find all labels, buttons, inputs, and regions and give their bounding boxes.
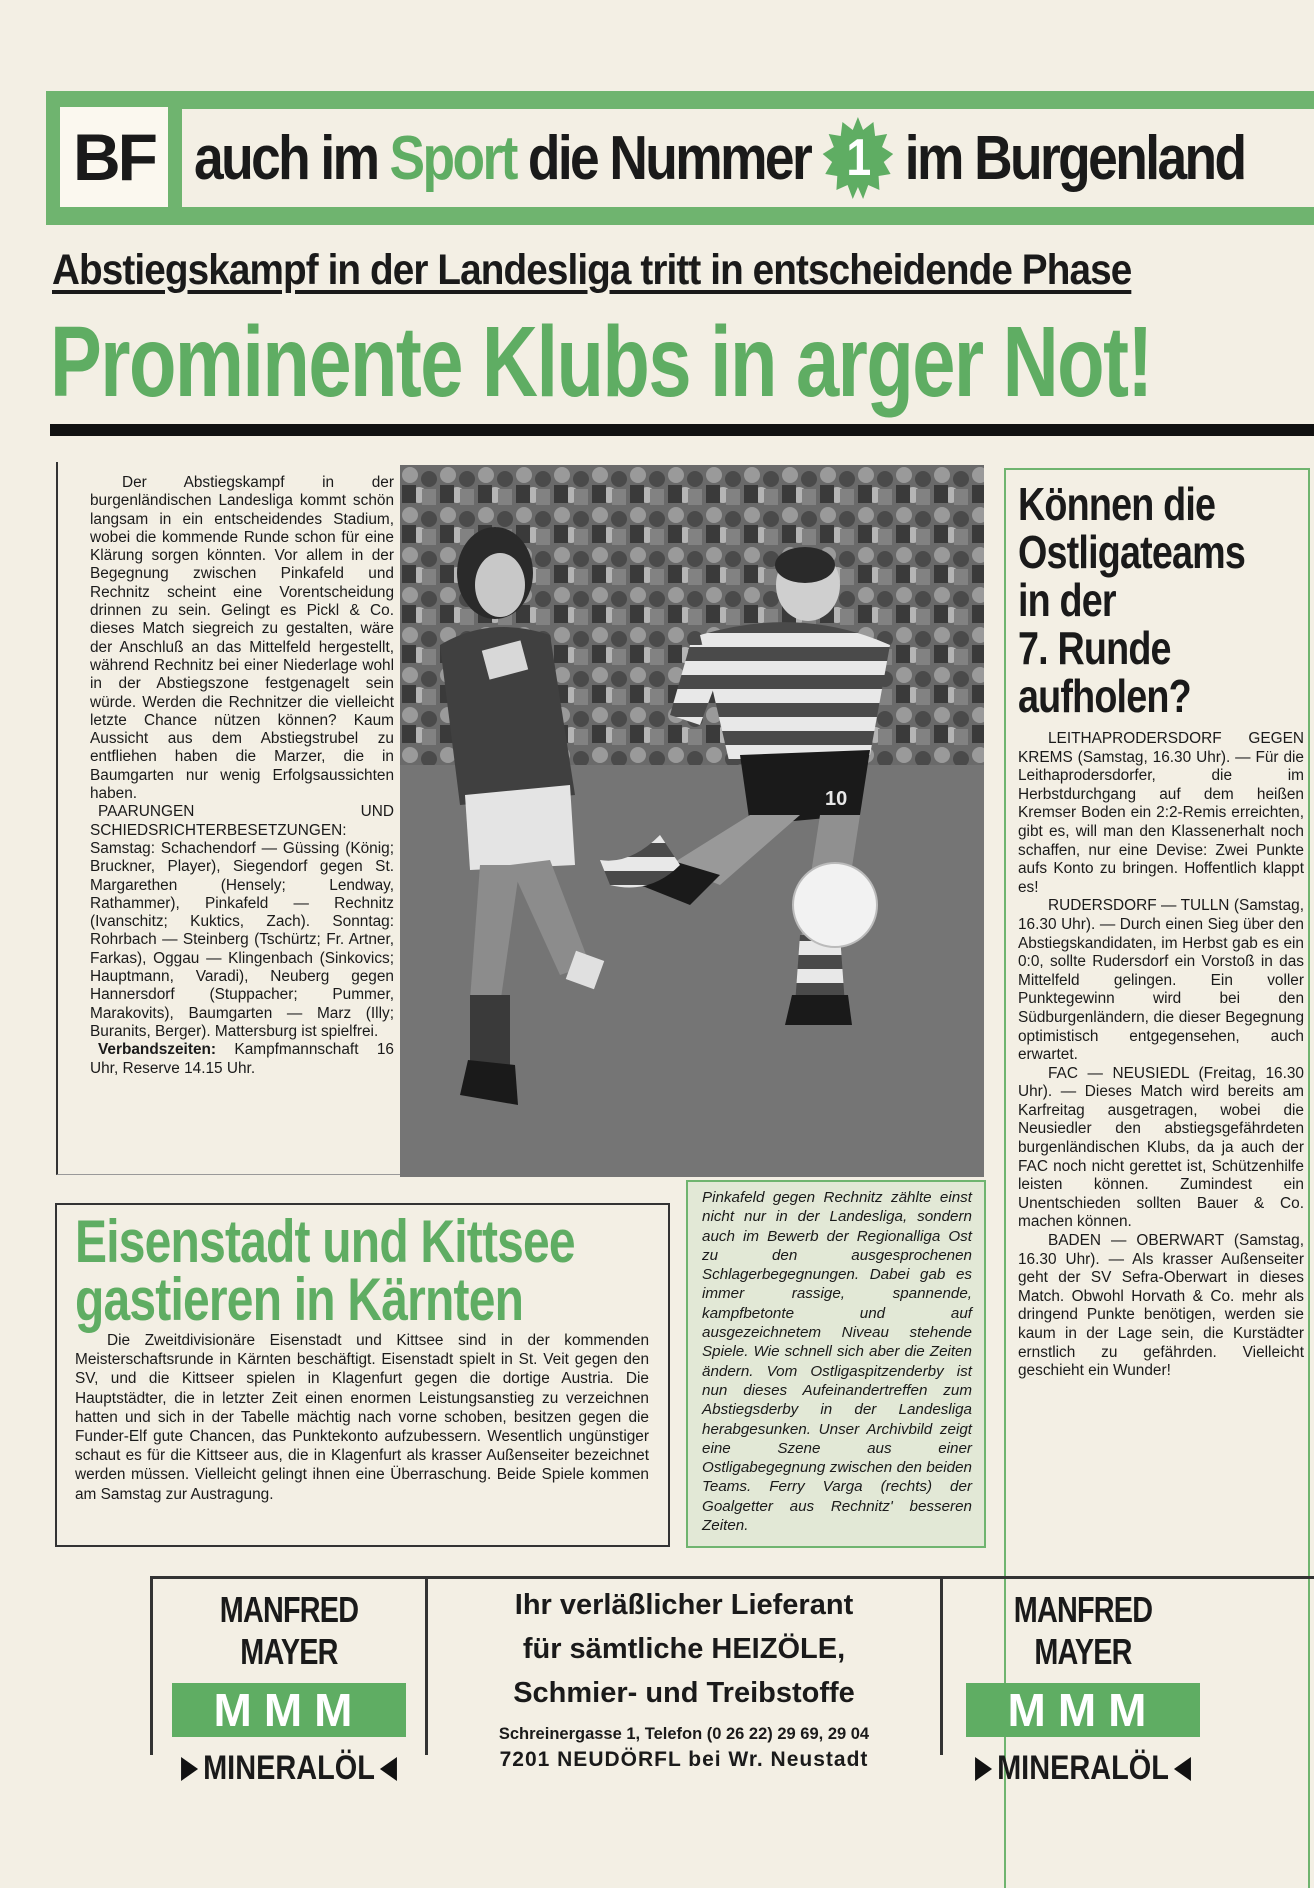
arrow-right-icon — [181, 1757, 198, 1781]
slogan-part-4: im Burgenland — [904, 123, 1245, 193]
mineral-text-left: MINERALÖL — [203, 1749, 375, 1787]
ad-left-logo — [150, 1579, 425, 1787]
times-text: Kampfmannschaft 16 Uhr, Reserve 14.15 Uhr. — [90, 1041, 394, 1077]
eisenstadt-head-line-2: gastieren in Kärnten — [75, 1266, 524, 1333]
arrow-right-icon — [975, 1757, 992, 1781]
mmm-logo-left: MMM — [172, 1683, 406, 1737]
left-article-pairings: PAARUNGEN UND SCHIEDSRICHTERBESETZUNGEN: Samstag: Schachendorf — Güssing (König; Bruckner, Player), Siegendorf gegen St. Margarethen (Hensely; Lendway, Rathammer), Pinkafeld — Rechnitz (Ivanschitz; Kuktics, Zach). Sonntag: Rohrbach — Steinberg (Tschürtz; Fr. Artner, Farkas), Oggau — Klingenbach (Sinkovics; Hauptmann, Varadi), Neuberg gegen Hannersdorf (Stuppacher; Pummer, Marakovits), Baumgarten — Marz (Illy; Buranits, Berger). Mattersburg ist spielfrei. — [90, 803, 394, 1040]
football-scene-image — [400, 465, 984, 1177]
right-head-line-3: in der — [1018, 574, 1116, 626]
masthead — [46, 91, 1314, 228]
right-head-line-2: Ostligateams — [1018, 526, 1246, 578]
eisenstadt-text: Die Zweitdivisionäre Eisenstadt und Kittsee sind in der kommenden Meisterschaftsrunde in Kärnten beschäftigt. Eisenstadt spielt in St. Veit gegen den SV, und die Kittseer spielen in Klagenfurt gegen die dortige Austria. Die Hauptstädter, die in letzter Zeit einen enormen Leistungsanstieg zu verzeichnen hatten und sich in der Tabelle mächtig nach vorne schoben, besitzen gegen die Funder-Elf gute Chancen, das Punktekonto aufzubessern. Wesentlich ungünstiger schaut es für die Kittseer aus, die in Klagenfurt als krasser Außenseiter bezeichnet werden müssen. Vielleicht gelingt ihnen eine Überraschung. Beide Spiele kommen am Samstag zur Austragung. — [75, 1332, 649, 1503]
right-article-headline — [1018, 480, 1256, 720]
jersey-number: 10 — [825, 788, 848, 810]
slogan-sport: Sport — [389, 123, 516, 193]
arrow-left-icon — [1174, 1757, 1191, 1781]
ad-right-logo — [940, 1579, 1223, 1787]
left-article-times — [58, 1041, 400, 1078]
ad-line-4: Schreinergasse 1, Telefon (0 26 22) 29 69, 29 04 — [498, 1725, 870, 1743]
right-head-line-5: aufholen? — [1018, 670, 1191, 722]
right-article-rudersdorf: RUDERSDORF — TULLN (Samstag, 16.30 Uhr). — Durch einen Sieg über den Abstiegskandidaten, im Herbst gab es ein 0:0, sollte Rudersdorf ein Vorstoß in das Mittelfeld gelingen. Ein voller Punktegewinn wird bei den Südburgenländern, die dieser Begegnung optimistisch entgegensehen, auch erwartet. — [1018, 897, 1304, 1064]
right-article-fac: FAC — NEUSIEDL (Freitag, 16.30 Uhr). — Dieses Match wird bereits am Karfreitag ausgetragen, wobei die Neusiedler den abstiegsgefährdeten burgenländischen Klubs, da ja auch der FAC noch nicht gerettet ist, Schützenhilfe leisten können. Zumindest ein Unentschieden sollten Bauer & Co. machen können. — [1018, 1064, 1304, 1231]
masthead-bottom-rule — [46, 207, 1314, 225]
ad-line-5: 7201 NEUDÖRFL bei Wr. Neustadt — [499, 1748, 869, 1771]
mmm-logo-right: MMM — [966, 1683, 1200, 1737]
slogan-part-1: auch im — [194, 123, 378, 193]
bf-logo: BF — [60, 107, 168, 207]
ad-line-1: Ihr verläßlicher Lieferant — [514, 1589, 854, 1621]
mineral-line-left — [173, 1749, 404, 1788]
badge-number: 1 — [846, 129, 869, 187]
right-article-baden: BADEN — OBERWART (Samstag, 16.30 Uhr). — Als krasser Außenseiter geht der SV Sefra-Oberwart in dieses Match. Obwohl Horvath & Co. mehr als dringend Punkte benötigen, werden sie kaum in der Lage sein, die Kurstädter ernstlich zu gefährden. Vielleicht geschieht ein Wunder! — [1018, 1232, 1304, 1380]
ad-line-3: Schmier- und Treibstoffe — [513, 1677, 855, 1709]
right-head-line-4: 7. Runde — [1018, 622, 1171, 674]
kicker-headline: Abstiegskampf in der Landesliga tritt in entscheidende Phase — [52, 246, 1132, 294]
main-headline: Prominente Klubs in arger Not! — [50, 306, 1152, 418]
masthead-slogan — [194, 111, 1257, 205]
ad-brand-left: MANFRED MAYER — [219, 1589, 359, 1672]
ad-brand-right: MANFRED MAYER — [1013, 1589, 1153, 1672]
headline-rule — [50, 424, 1314, 436]
mineraloel-ad — [150, 1576, 1314, 1800]
match-photo — [400, 465, 984, 1177]
eisenstadt-article — [55, 1203, 670, 1547]
photo-caption-text: Pinkafeld gegen Rechnitz zählte einst nicht nur in der Landesliga, sondern auch im Bewerb der Regionalliga Ost zu den ausgesprochenen Schlagerbegegnungen. Dabei gab es immer rassige, spannende, kampfbetonte und auf ausgezeichnetem Niveau stehende Spiele. Wie schnell sich aber die Zeiten ändern. Vom Ostligaspitzenderby ist nun dieses Aufeinandertreffen zum Abstiegsderby in der Landesliga herabgesunken. Unser Archivbild zeigt eine Szene aus einer Ostligabegegnung zwischen den beiden Teams. Ferry Varga (rechts) der Goalgetter aus Rechnitz' besseren Zeiten. — [702, 1189, 972, 1535]
photo-caption — [686, 1180, 986, 1548]
eisenstadt-headline — [75, 1208, 575, 1333]
mineral-line-right — [964, 1749, 1202, 1788]
mineral-text-right: MINERALÖL — [997, 1749, 1169, 1787]
masthead-top-rule — [46, 91, 1314, 109]
ad-middle — [425, 1579, 940, 1771]
right-article-leithaprodersdorf: LEITHAPRODERSDORF GEGEN KREMS (Samstag, 16.30 Uhr). — Für die Leithaprodersdorfer, die im Herbstdurchgang auf dem heißen Kremser Boden ein 2:2-Remis erreichten, gibt es, will man den Klassenerhalt noch schaffen, nur eine Devise: Zwei Punkte aufs Konto zu bringen. Hoffentlich klappt es! — [1018, 730, 1304, 896]
bf-logo-frame — [46, 91, 182, 225]
arrow-left-icon — [380, 1757, 397, 1781]
eisenstadt-head-line-1: Eisenstadt und Kittsee — [75, 1208, 575, 1275]
left-article — [56, 462, 400, 1175]
ad-line-2: für sämtliche HEIZÖLE, — [522, 1633, 846, 1665]
times-label: Verbandszeiten: — [98, 1041, 217, 1059]
slogan-part-3: die Nummer — [527, 123, 811, 193]
number-one-badge — [822, 117, 893, 199]
right-head-line-1: Können die — [1018, 478, 1216, 530]
left-article-intro: Der Abstiegskampf in der burgenländischen Landesliga kommt schön langsam in ein entscheidendes Stadium, wobei die kommende Runde schon für eine Klärung sorgen könnten. Vor allem in der Begegnung zwischen Pinkafeld und Rechnitz scheint eine Vorentscheidung drinnen zu sein. Gelingt es Pickl & Co. dieses Match siegreich zu gestalten, wäre der Anschluß an das Mittelfeld hergestellt, während Rechnitz bei einer Niederlage wohl in der Abstiegszone festgenagelt sein würde. Werden die Rechnitzer die vielleicht letzte Chance nützen können? Kaum Aussicht aus dem Abstiegstrubel zu entfliehen haben die Marzer, die in Baumgarten nur wenig Erfolgsaussichten haben. — [90, 474, 394, 803]
